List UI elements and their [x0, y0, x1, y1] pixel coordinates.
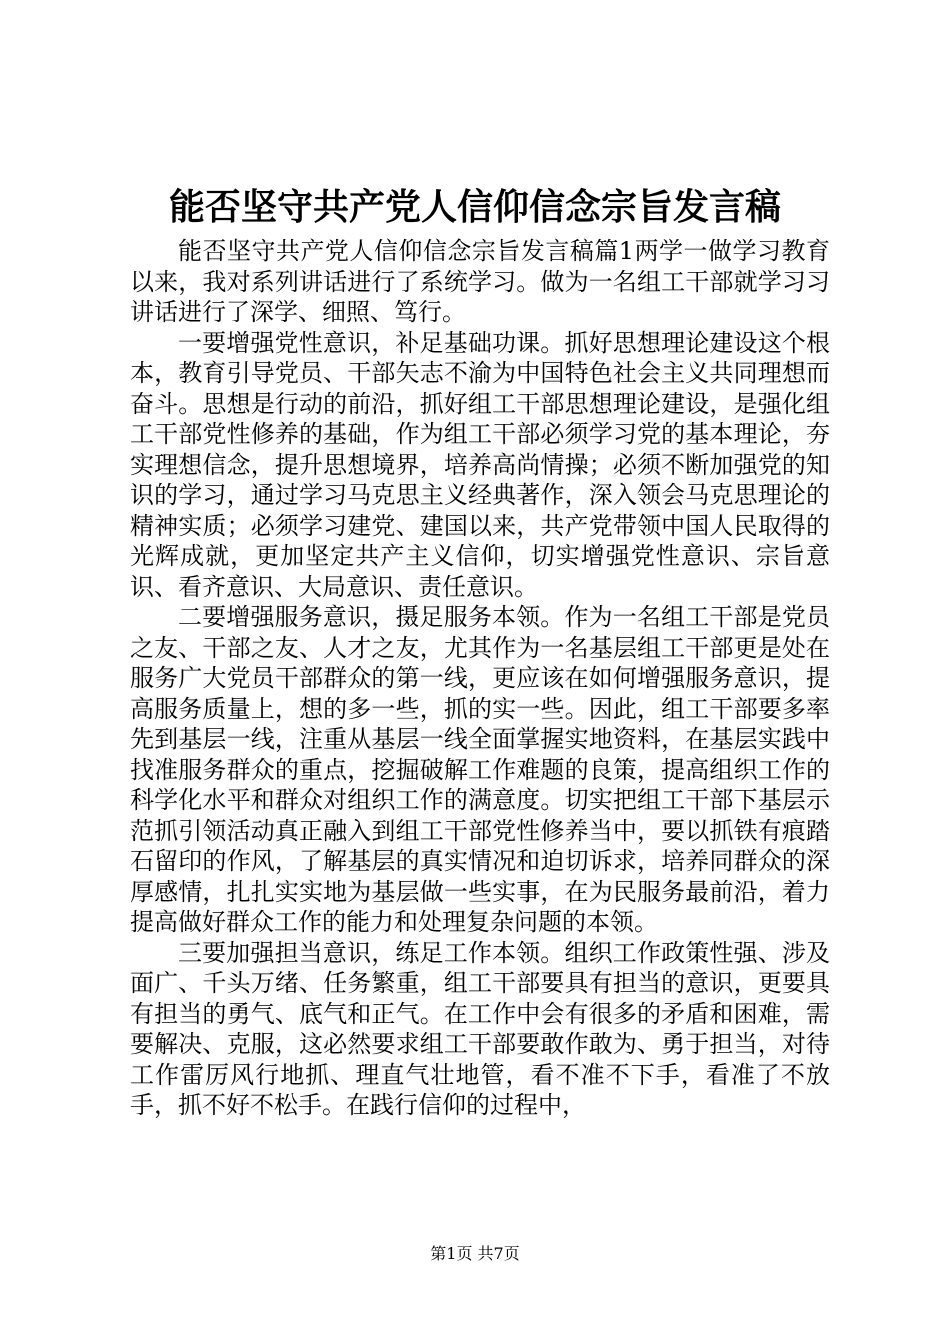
- paragraph-intro: 能否坚守共产党人信仰信念宗旨发言稿篇1两学一做学习教育以来，我对系列讲话进行了系统学习。做为一名组工干部就学习习讲话进行了深学、细照、笃行。: [130, 237, 830, 326]
- paragraph-party-spirit: 一要增强党性意识，补足基础功课。抓好思想理论建设这个根本，教育引导党员、干部矢志不渝为中国特色社会主义共同理想而奋斗。思想是行动的前沿，抓好组工干部思想理论建设，是强化组工干部党性修养的基础，作为组工干部必须学习党的基本理论，夯实理想信念，提升思想境界，培养高尚情操；必须不断加强党的知识的学习，通过学习马克思主义经典著作，深入领会马克思理论的精神实质；必须学习建党、建国以来，共产党带领中国人民取得的光辉成就，更加坚定共产主义信仰，切实增强党性意识、宗旨意识、看齐意识、大局意识、责任意识。: [130, 328, 830, 601]
- page-number: 第1页 共7页: [430, 1244, 520, 1263]
- document-title: 能否坚守共产党人信仰信念宗旨发言稿: [168, 186, 781, 228]
- paragraph-service: 二要增强服务意识，摄足服务本领。作为一名组工干部是党员之友、干部之友、人才之友，尤其作为一名基层组工干部更是处在服务广大党员干部群众的第一线，更应该在如何增强服务意识，提高服务质量上，想的多一些，抓的实一些。因此，组工干部要多率先到基层一线，注重从基层一线全面掌握实地资料，在基层实践中找准服务群众的重点，挖掘破解工作难题的良策，提高组织工作的科学化水平和群众对组织工作的满意度。切实把组工干部下基层示范抓引领活动真正融入到组工干部党性修养当中，要以抓铁有痕踏石留印的作风，了解基层的真实情况和迫切诉求，培养同群众的深厚感情，扎扎实实地为基层做一些实事，在为民服务最前沿，着力提高做好群众工作的能力和处理复杂问题的本领。: [130, 603, 830, 936]
- paragraph-responsibility: 三要加强担当意识，练足工作本领。组织工作政策性强、涉及面广、千头万绪、任务繁重，组工干部要具有担当的意识，更要具有担当的勇气、底气和正气。在工作中会有很多的矛盾和困难，需要解决、克服，这必然要求组工干部要敢作敢为、勇于担当，对待工作雷厉风行地抓、理直气壮地管，看不准不下手，看准了不放手，抓不好不松手。在践行信仰的过程中，: [130, 938, 830, 1119]
- document-body: [130, 236, 830, 1121]
